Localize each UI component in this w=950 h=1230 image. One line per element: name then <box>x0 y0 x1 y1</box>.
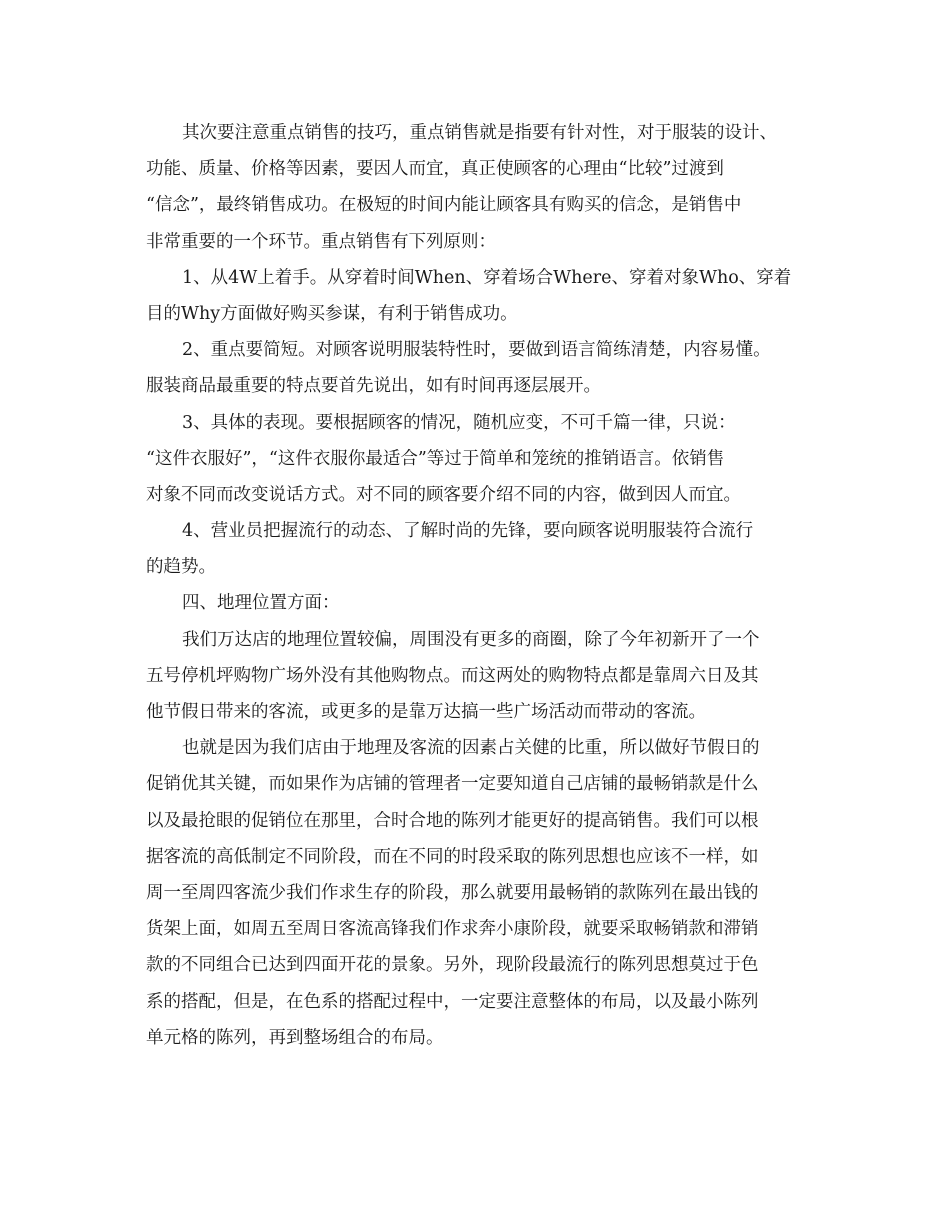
text-line: 促销优其关键，而如果作为店铺的管理者一定要知道自己店铺的最畅销款是什么 <box>146 774 759 795</box>
text-line: 货架上面，如周五至周日客流高锋我们作求奔小康阶段，就要采取畅销款和滞销 <box>146 919 759 940</box>
text-line: 周一至周四客流少我们作求生存的阶段，那么就要用最畅销的款陈列在最出钱的 <box>146 882 759 903</box>
text-line: 1、从4W上着手。从穿着时间When、穿着场合Where、穿着对象Who、穿着 <box>182 267 792 288</box>
text-line: “这件衣服好”，“这件衣服你最适合”等过于简单和笼统的推销语言。依销售 <box>146 448 725 469</box>
text-line: 对象不同而改变说话方式。对不同的顾客要介绍不同的内容，做到因人而宜。 <box>146 484 741 505</box>
text-line: 单元格的陈列，再到整场组合的布局。 <box>146 1027 444 1048</box>
text-line: 据客流的高低制定不同阶段，而在不同的时段采取的陈列思想也应该不一样，如 <box>146 846 759 867</box>
text-line: 的趋势。 <box>146 557 216 578</box>
text-line: 非常重要的一个环节。重点销售有下列原则： <box>146 231 496 252</box>
document-body <box>146 115 826 1056</box>
text-line: 款的不同组合已达到四面开花的景象。另外，现阶段最流行的陈列思想莫过于色 <box>146 955 759 976</box>
text-line: 4、营业员把握流行的动态、了解时尚的先锋，要向顾客说明服装符合流行 <box>182 521 754 542</box>
text-line: 2、重点要简短。对顾客说明服装特性时，要做到语言简练清楚，内容易懂。 <box>182 340 771 361</box>
text-line: 其次要注意重点销售的技巧，重点销售就是指要有针对性，对于服装的设计、 <box>182 123 777 143</box>
text-line: 他节假日带来的客流，或更多的是靠万达搞一些广场活动而带动的客流。 <box>146 702 706 722</box>
text-line: 五号停机坪购物广场外没有其他购物点。而这两处的购物特点都是靠周六日及其 <box>146 665 759 686</box>
text-line: 服装商品最重要的特点要首先说出，如有时间再逐层展开。 <box>146 376 601 397</box>
text-line: 我们万达店的地理位置较偏，周围没有更多的商圈，除了今年初新开了一个 <box>182 629 760 650</box>
text-line: 以及最抢眼的促销位在那里，合时合地的陈列才能更好的提高销售。我们可以根 <box>146 810 759 831</box>
section-heading: 四、地理位置方面： <box>182 593 340 614</box>
text-line: 目的Why方面做好购买参谋，有利于销售成功。 <box>146 303 518 324</box>
text-line: 功能、质量、价格等因素，要因人而宜，真正使顾客的心理由“比较”过渡到 <box>146 159 724 180</box>
text-line: 也就是因为我们店由于地理及客流的因素占关健的比重，所以做好节假日的 <box>182 738 760 759</box>
text-line: 3、具体的表现。要根据顾客的情况，随机应变，不可千篇一律，只说： <box>182 412 736 433</box>
text-line: 系的搭配，但是，在色系的搭配过程中，一定要注意整体的布局，以及最小陈列 <box>146 991 759 1012</box>
text-line: “信念”，最终销售成功。在极短的时间内能让顾客具有购买的信念，是销售中 <box>146 195 742 216</box>
